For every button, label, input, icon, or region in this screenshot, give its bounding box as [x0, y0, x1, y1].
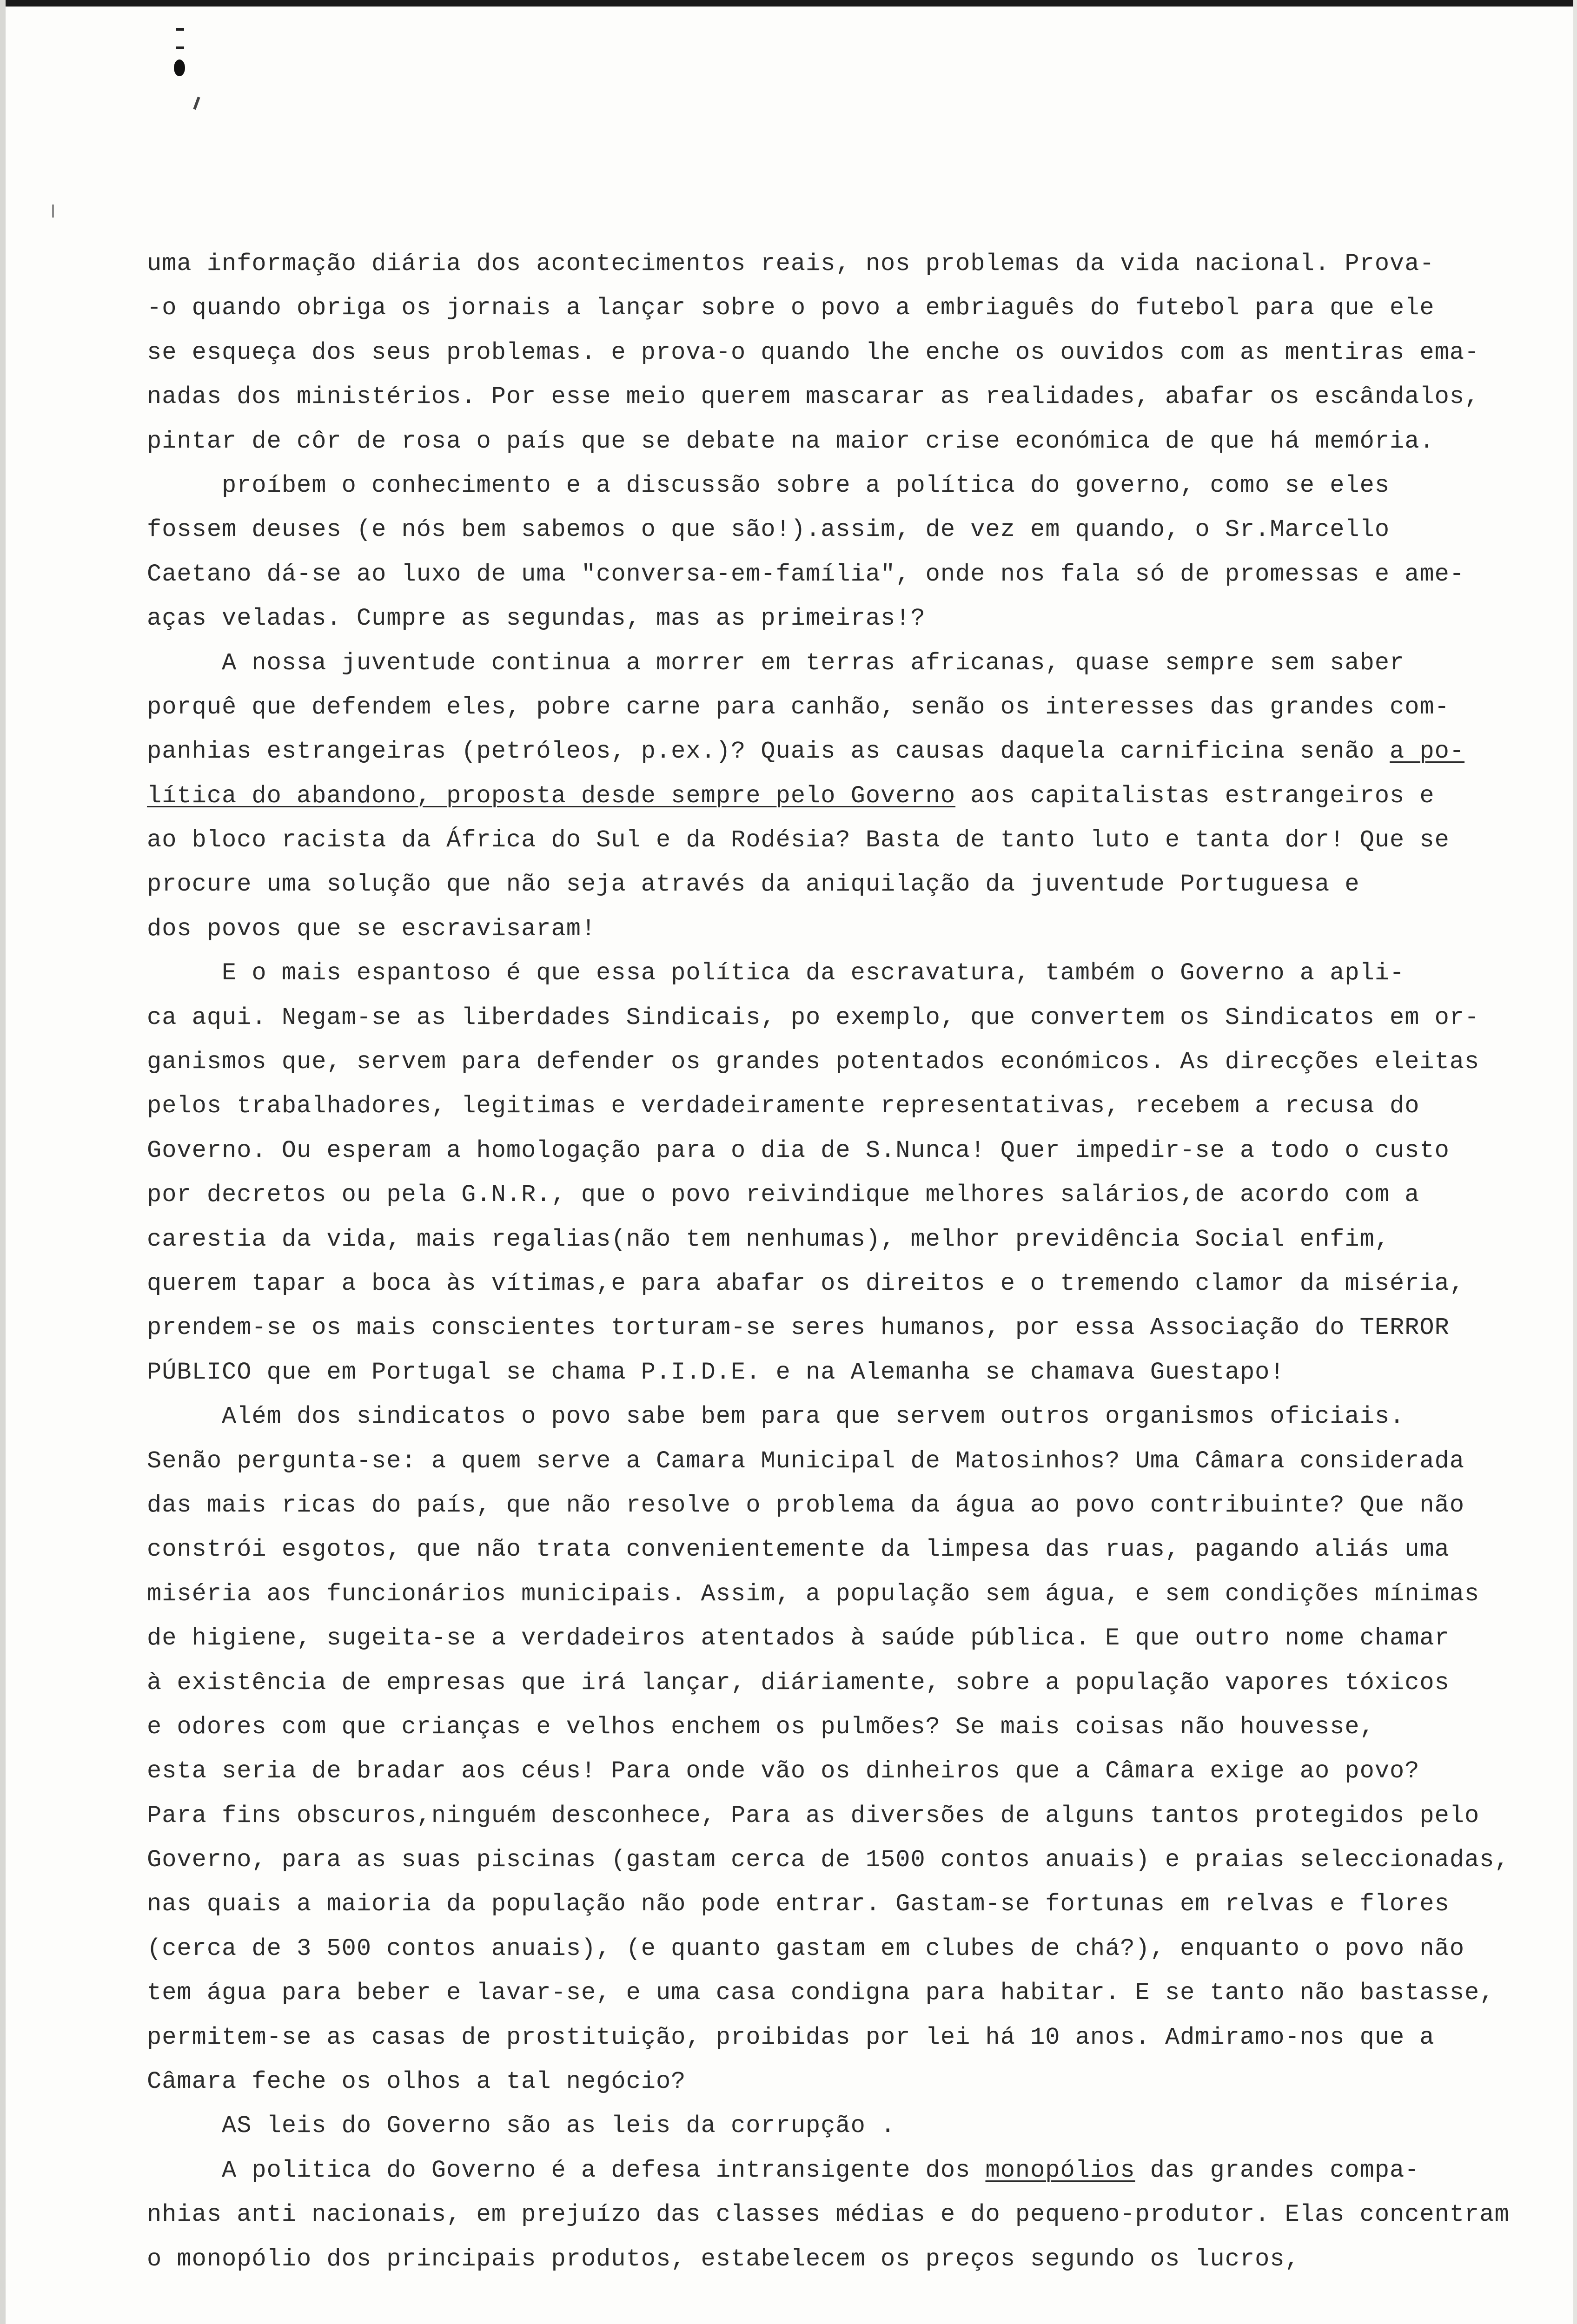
text-line: A nossa juventude continua a morrer em terras africanas, quase sempre sem saber: [147, 649, 1405, 677]
text-line: ca aqui. Negam-se as liberdades Sindicais, po exemplo, que convertem os Sindicatos em or-: [147, 1004, 1480, 1031]
text-line: Além dos sindicatos o povo sabe bem para que servem outros organismos oficiais.: [147, 1403, 1405, 1431]
text-line: fossem deuses (e nós bem sabemos o que são!).assim, de vez em quando, o Sr.Marcello: [147, 516, 1390, 544]
text-line: -o quando obriga os jornais a lançar sobre o povo a embriaguês do futebol para que ele: [147, 294, 1435, 322]
page-left-edge: [0, 0, 6, 2324]
punch-dash: [176, 28, 184, 31]
text-line: [147, 729, 1523, 773]
typed-text-body: [147, 242, 1523, 2281]
text-line: PÚBLICO que em Portugal se chama P.I.D.E. e na Alemanha se chamava Guestapo!: [147, 1358, 1285, 1386]
punch-dash: [176, 46, 184, 49]
stray-mark: [193, 97, 200, 110]
text-line: (cerca de 3 500 contos anuais), (e quanto gastam em clubes de chá?), enquanto o povo não: [147, 1934, 1465, 1962]
underlined-text: lítica do abandono, proposta desde sempre pelo Governo: [147, 782, 956, 810]
text-line: Governo, para as suas piscinas (gastam cerca de 1500 contos anuais) e praias seleccionadas,: [147, 1846, 1510, 1874]
text-line: nas quais a maioria da população não pode entrar. Gastam-se fortunas em relvas e flores: [147, 1890, 1450, 1918]
text-line: uma informação diária dos acontecimentos reais, nos problemas da vida nacional. Prova-: [147, 250, 1435, 277]
text-line: [147, 774, 1523, 818]
text-line: Câmara feche os olhos a tal negócio?: [147, 2068, 686, 2096]
text-line: E o mais espantoso é que essa política da escravatura, também o Governo a apli-: [147, 959, 1405, 987]
text-line: Senão pergunta-se: a quem serve a Camara Municipal de Matosinhos? Uma Câmara considerada: [147, 1447, 1465, 1475]
text-segment: panhias estrangeiras (petróleos, p.ex.)? Quais as causas daquela carnificina senão: [147, 738, 1390, 766]
text-line: prendem-se os mais conscientes torturam-se seres humanos, por essa Associação do TERROR: [147, 1314, 1450, 1342]
underlined-text: a po-: [1390, 738, 1465, 766]
text-segment: A politica do Governo é a defesa intransigente dos: [147, 2156, 986, 2184]
text-line: de higiene, sugeita-se a verdadeiros atentados à saúde pública. E que outro nome chamar: [147, 1624, 1450, 1652]
text-line: dos povos que se escravisaram!: [147, 915, 596, 943]
text-line: constrói esgotos, que não trata convenientemente da limpesa das ruas, pagando aliás uma: [147, 1536, 1450, 1564]
text-line: proíbem o conhecimento e a discussão sobre a política do governo, como se eles: [147, 471, 1390, 499]
text-line: carestia da vida, mais regalias(não tem nenhumas), melhor previdência Social enfim,: [147, 1225, 1390, 1253]
text-line: AS leis do Governo são as leis da corrupção .: [147, 2112, 896, 2140]
text-segment: das grandes compa-: [1135, 2156, 1420, 2184]
page-top-border: [0, 0, 1577, 7]
text-line: permitem-se as casas de prostituição, proibidas por lei há 10 anos. Admiramo-nos que a: [147, 2023, 1435, 2051]
text-line: o monopólio dos principais produtos, estabelecem os preços segundo os lucros,: [147, 2245, 1300, 2273]
text-line: porquê que defendem eles, pobre carne para canhão, senão os interesses das grandes com-: [147, 693, 1450, 721]
text-line: por decretos ou pela G.N.R., que o povo reivindique melhores salários,de acordo com a: [147, 1181, 1420, 1209]
text-line: pelos trabalhadores, legitimas e verdadeiramente representativas, recebem a recusa do: [147, 1092, 1420, 1120]
text-line: e odores com que crianças e velhos enchem os pulmões? Se mais coisas não houvesse,: [147, 1713, 1375, 1741]
underlined-text: monopólios: [985, 2156, 1135, 2184]
punch-hole-mark: [173, 28, 186, 84]
text-line: tem água para beber e lavar-se, e uma casa condigna para habitar. E se tanto não bastasse,: [147, 1979, 1495, 2007]
text-line: pintar de côr de rosa o país que se debate na maior crise económica de que há memória.: [147, 427, 1435, 455]
text-line: Para fins obscuros,ninguém desconhece, Para as diversões de alguns tantos protegidos pelo: [147, 1802, 1480, 1829]
text-line: [147, 2148, 1523, 2192]
page-right-edge: [1573, 0, 1577, 2324]
text-line: esta seria de bradar aos céus! Para onde vão os dinheiros que a Câmara exige ao povo?: [147, 1757, 1420, 1785]
punch-dot: [174, 59, 185, 76]
text-line: à existência de empresas que irá lançar, diáriamente, sobre a população vapores tóxicos: [147, 1669, 1450, 1697]
text-line: procure uma solução que não seja através da aniquilação da juventude Portuguesa e: [147, 871, 1360, 898]
text-line: nadas dos ministérios. Por esse meio querem mascarar as realidades, abafar os escândalos,: [147, 383, 1480, 411]
text-line: se esqueça dos seus problemas. e prova-o quando lhe enche os ouvidos com as mentiras ema-: [147, 338, 1480, 366]
text-line: ganismos que, servem para defender os grandes potentados económicos. As direcções eleitas: [147, 1048, 1480, 1076]
text-line: Caetano dá-se ao luxo de uma "conversa-em-família", onde nos fala só de promessas e ame-: [147, 560, 1465, 588]
text-line: Governo. Ou esperam a homologação para o dia de S.Nunca! Quer impedir-se a todo o custo: [147, 1136, 1450, 1164]
text-line: nhias anti nacionais, em prejuízo das classes médias e do pequeno-produtor. Elas concentram: [147, 2201, 1510, 2229]
text-line: miséria aos funcionários municipais. Assim, a população sem água, e sem condições mínimas: [147, 1580, 1480, 1608]
text-line: das mais ricas do país, que não resolve o problema da água ao povo contribuinte? Que não: [147, 1491, 1465, 1519]
stray-mark: [52, 205, 54, 218]
text-segment: aos capitalistas estrangeiros e: [955, 782, 1435, 810]
text-line: querem tapar a boca às vítimas,e para abafar os direitos e o tremendo clamor da miséria,: [147, 1269, 1465, 1297]
text-line: ao bloco racista da África do Sul e da Rodésia? Basta de tanto luto e tanta dor! Que se: [147, 826, 1450, 854]
text-line: aças veladas. Cumpre as segundas, mas as primeiras!?: [147, 605, 926, 633]
